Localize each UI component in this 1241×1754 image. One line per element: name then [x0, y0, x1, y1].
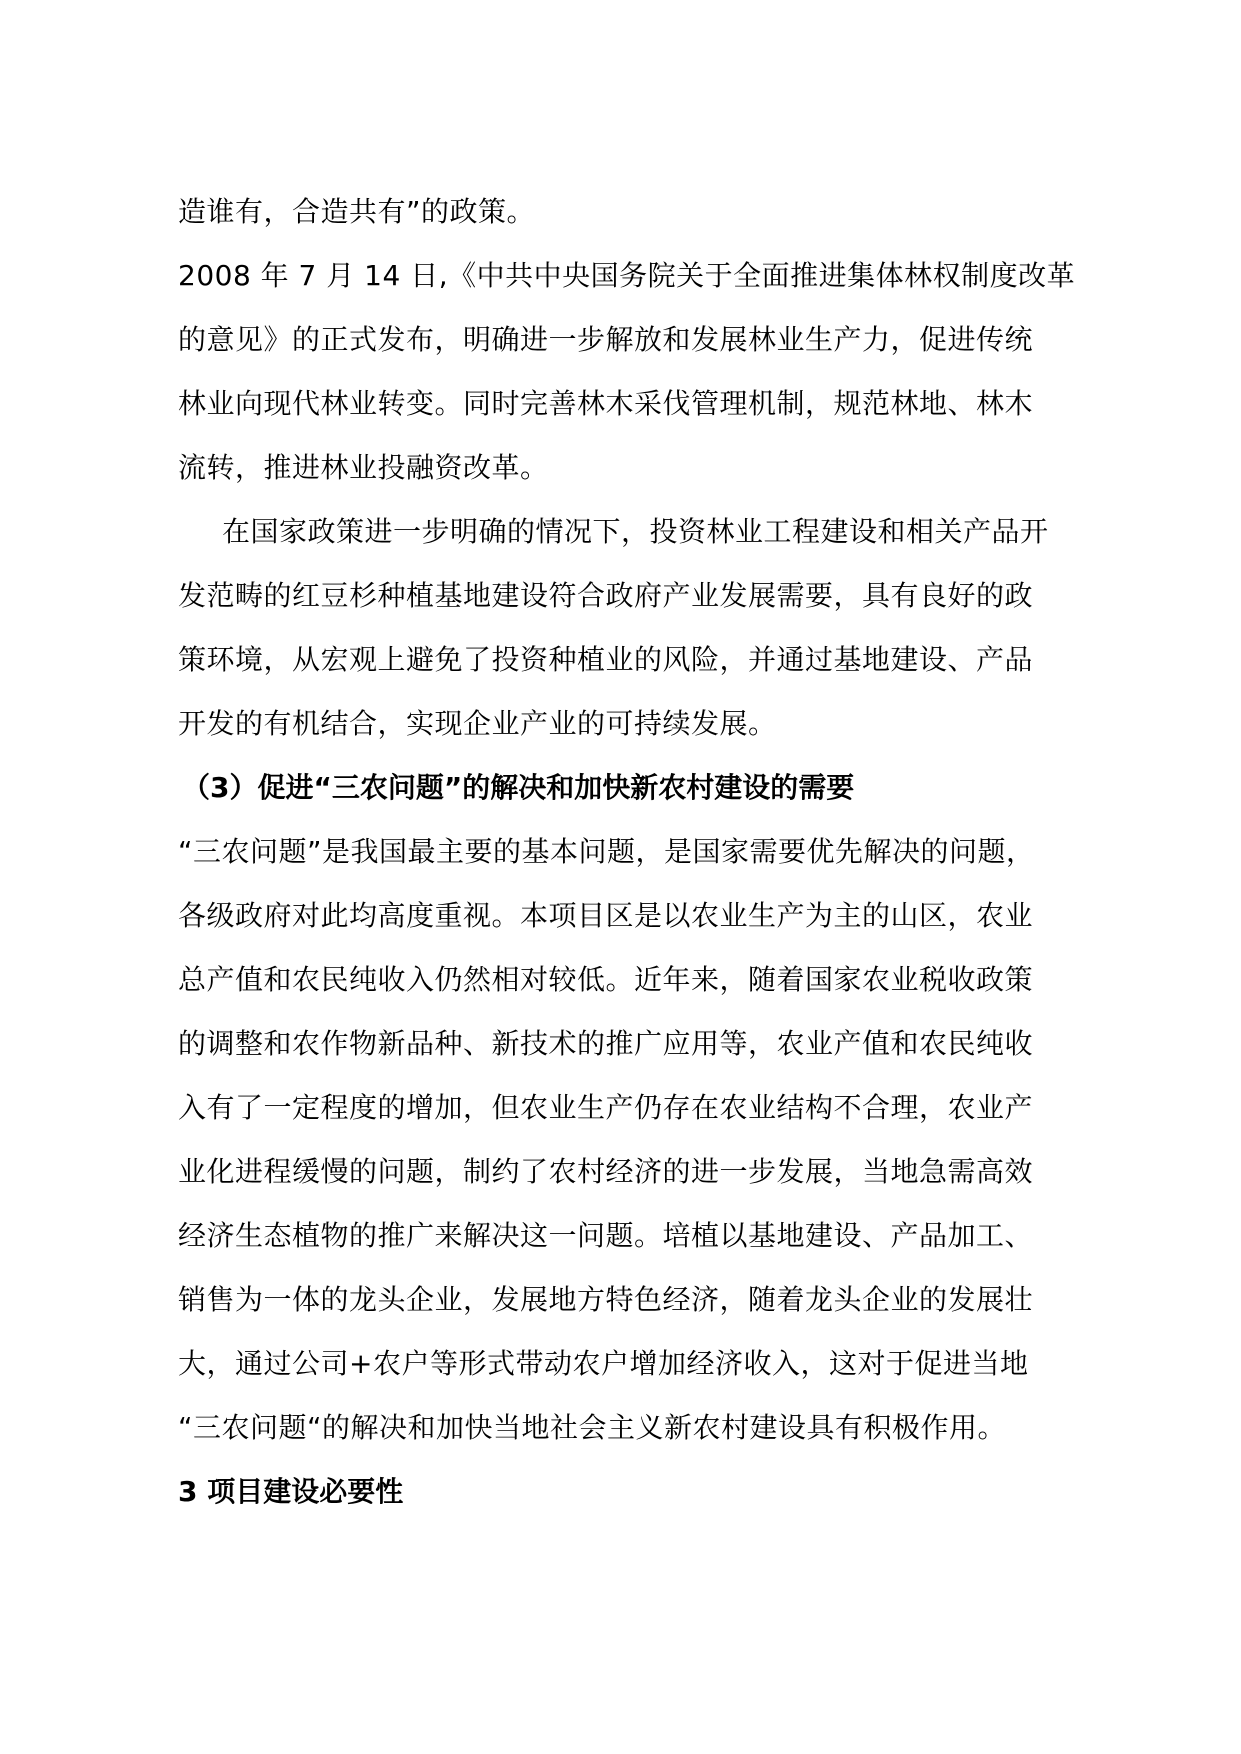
paragraph-line: 的意见》的正式发布，明确进一步解放和发展林业生产力，促进传统 — [178, 323, 1034, 356]
paragraph-line: 造谁有，合造共有”的政策。 — [178, 195, 536, 228]
paragraph-line: “三农问题”是我国最主要的基本问题，是国家需要优先解决的问题， — [178, 835, 1035, 868]
paragraph-line: 销售为一体的龙头企业，发展地方特色经济，随着龙头企业的发展壮 — [178, 1283, 1034, 1316]
section-heading: 3 项目建设必要性 — [178, 1475, 404, 1508]
document-body — [178, 180, 1076, 1524]
paragraph-line: 2008 年 7 月 14 日,《中共中央国务院关于全面推进集体林权制度改革 — [178, 259, 1076, 292]
paragraph-line: 大，通过公司+农户等形式带动农户增加经济收入，这对于促进当地 — [178, 1347, 1029, 1380]
paragraph-line: 经济生态植物的推广来解决这一问题。培植以基地建设、产品加工、 — [178, 1219, 1034, 1252]
paragraph-line: 的调整和农作物新品种、新技术的推广应用等，农业产值和农民纯收 — [178, 1027, 1034, 1060]
section-heading: （3）促进“三农问题”的解决和加快新农村建设的需要 — [182, 771, 855, 804]
paragraph-line: 总产值和农民纯收入仍然相对较低。近年来，随着国家农业税收政策 — [178, 963, 1034, 996]
paragraph-line: 策环境，从宏观上避免了投资种植业的风险，并通过基地建设、产品 — [178, 643, 1034, 676]
paragraph-line: 各级政府对此均高度重视。本项目区是以农业生产为主的山区，农业 — [178, 899, 1034, 932]
paragraph-line: 流转，推进林业投融资改革。 — [178, 451, 549, 484]
paragraph-line: 发范畴的红豆杉种植基地建设符合政府产业发展需要，具有良好的政 — [178, 579, 1034, 612]
paragraph-line: 林业向现代林业转变。同时完善林木采伐管理机制，规范林地、林木 — [178, 387, 1034, 420]
paragraph-line: 在国家政策进一步明确的情况下，投资林业工程建设和相关产品开 — [222, 515, 1049, 548]
paragraph-line: “三农问题“的解决和加快当地社会主义新农村建设具有积极作用。 — [178, 1411, 1007, 1444]
paragraph-line: 入有了一定程度的增加，但农业生产仍存在农业结构不合理，农业产 — [178, 1091, 1034, 1124]
paragraph-line: 业化进程缓慢的问题，制约了农村经济的进一步发展，当地急需高效 — [178, 1155, 1034, 1188]
paragraph-line: 开发的有机结合，实现企业产业的可持续发展。 — [178, 707, 777, 740]
